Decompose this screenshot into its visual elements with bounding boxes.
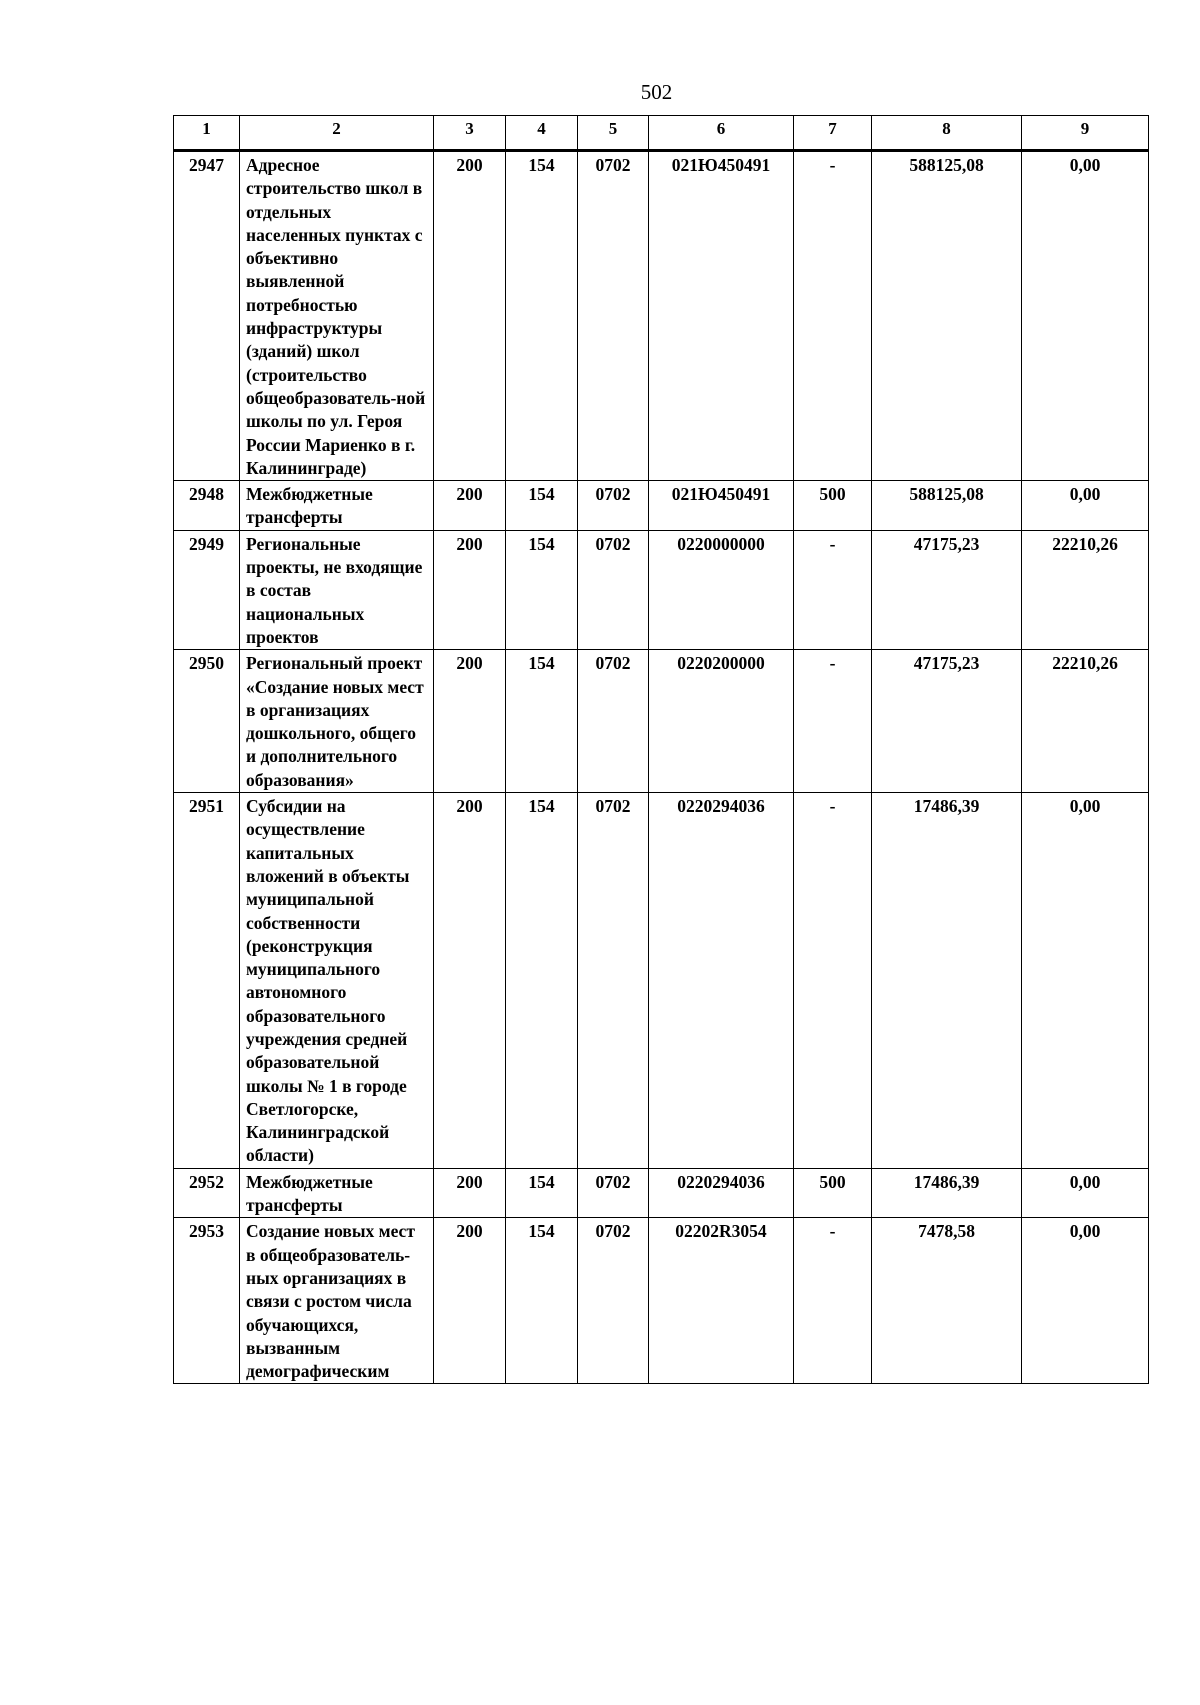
column-header-8: 8	[872, 116, 1022, 151]
row-number: 2947	[174, 151, 240, 481]
table-header	[174, 116, 1149, 151]
row-col-5: 0702	[578, 1168, 649, 1218]
row-name: Региональные проекты, не входящие в состав национальных проектов	[240, 530, 434, 649]
table-row	[174, 530, 1149, 649]
row-col-3: 200	[434, 530, 506, 649]
row-col-5: 0702	[578, 530, 649, 649]
row-number: 2953	[174, 1218, 240, 1384]
row-col-7: -	[794, 650, 872, 793]
table-row	[174, 481, 1149, 531]
row-col-9: 0,00	[1022, 151, 1149, 481]
row-col-3: 200	[434, 481, 506, 531]
column-header-4: 4	[506, 116, 578, 151]
row-col-7: -	[794, 530, 872, 649]
row-col-3: 200	[434, 1168, 506, 1218]
column-header-5: 5	[578, 116, 649, 151]
column-header-9: 9	[1022, 116, 1149, 151]
row-col-4: 154	[506, 481, 578, 531]
row-col-7: 500	[794, 1168, 872, 1218]
row-number: 2952	[174, 1168, 240, 1218]
header-row	[174, 116, 1149, 151]
row-col-5: 0702	[578, 481, 649, 531]
row-col-9: 0,00	[1022, 1218, 1149, 1384]
row-col-8: 7478,58	[872, 1218, 1022, 1384]
row-col-9: 0,00	[1022, 793, 1149, 1169]
row-name: Субсидии на осуществление капитальных вложений в объекты муниципальной собственности (реконструкция муниципального автономного образовательного учреждения средней образовательной школы № 1 в городе Светлогорске, Калининградской области)	[240, 793, 434, 1169]
column-header-1: 1	[174, 116, 240, 151]
table-row	[174, 1168, 1149, 1218]
table-row	[174, 1218, 1149, 1384]
row-col-3: 200	[434, 650, 506, 793]
row-col-5: 0702	[578, 151, 649, 481]
row-col-8: 17486,39	[872, 1168, 1022, 1218]
row-col-6: 02202R3054	[649, 1218, 794, 1384]
table-row	[174, 793, 1149, 1169]
row-col-4: 154	[506, 793, 578, 1169]
row-col-6: 021Ю450491	[649, 151, 794, 481]
row-col-9: 22210,26	[1022, 650, 1149, 793]
row-col-4: 154	[506, 650, 578, 793]
row-name: Создание новых мест в общеобразователь-ных организациях в связи с ростом числа обучающихся, вызванным демографическим	[240, 1218, 434, 1384]
row-col-4: 154	[506, 1168, 578, 1218]
row-col-5: 0702	[578, 650, 649, 793]
row-number: 2951	[174, 793, 240, 1169]
row-col-8: 17486,39	[872, 793, 1022, 1169]
row-col-6: 0220000000	[649, 530, 794, 649]
row-col-4: 154	[506, 1218, 578, 1384]
row-col-7: -	[794, 1218, 872, 1384]
row-col-7: 500	[794, 481, 872, 531]
row-col-4: 154	[506, 151, 578, 481]
row-col-4: 154	[506, 530, 578, 649]
table-row	[174, 151, 1149, 481]
column-header-6: 6	[649, 116, 794, 151]
table-row	[174, 650, 1149, 793]
row-col-3: 200	[434, 151, 506, 481]
row-col-8: 588125,08	[872, 151, 1022, 481]
row-col-6: 0220200000	[649, 650, 794, 793]
row-col-9: 0,00	[1022, 481, 1149, 531]
row-number: 2950	[174, 650, 240, 793]
row-number: 2948	[174, 481, 240, 531]
row-col-7: -	[794, 151, 872, 481]
column-header-3: 3	[434, 116, 506, 151]
row-name: Региональный проект «Создание новых мест в организациях дошкольного, общего и дополнительного образования»	[240, 650, 434, 793]
row-col-8: 47175,23	[872, 530, 1022, 649]
column-header-2: 2	[240, 116, 434, 151]
column-header-7: 7	[794, 116, 872, 151]
row-name: Межбюджетные трансферты	[240, 1168, 434, 1218]
page-number: 502	[640, 80, 673, 104]
row-col-6: 0220294036	[649, 793, 794, 1169]
row-col-6: 021Ю450491	[649, 481, 794, 531]
row-name: Адресное строительство школ в отдельных населенных пунктах с объективно выявленной потребностью инфраструктуры (зданий) школ (строительство общеобразователь-ной школы по ул. Героя России Мариенко в г. Калининграде)	[240, 151, 434, 481]
row-col-5: 0702	[578, 1218, 649, 1384]
budget-table	[173, 115, 1149, 1384]
row-col-9: 22210,26	[1022, 530, 1149, 649]
row-col-5: 0702	[578, 793, 649, 1169]
table-body	[174, 151, 1149, 1384]
row-name: Межбюджетные трансферты	[240, 481, 434, 531]
row-col-8: 588125,08	[872, 481, 1022, 531]
row-col-6: 0220294036	[649, 1168, 794, 1218]
row-number: 2949	[174, 530, 240, 649]
row-col-9: 0,00	[1022, 1168, 1149, 1218]
row-col-3: 200	[434, 793, 506, 1169]
row-col-3: 200	[434, 1218, 506, 1384]
row-col-8: 47175,23	[872, 650, 1022, 793]
row-col-7: -	[794, 793, 872, 1169]
